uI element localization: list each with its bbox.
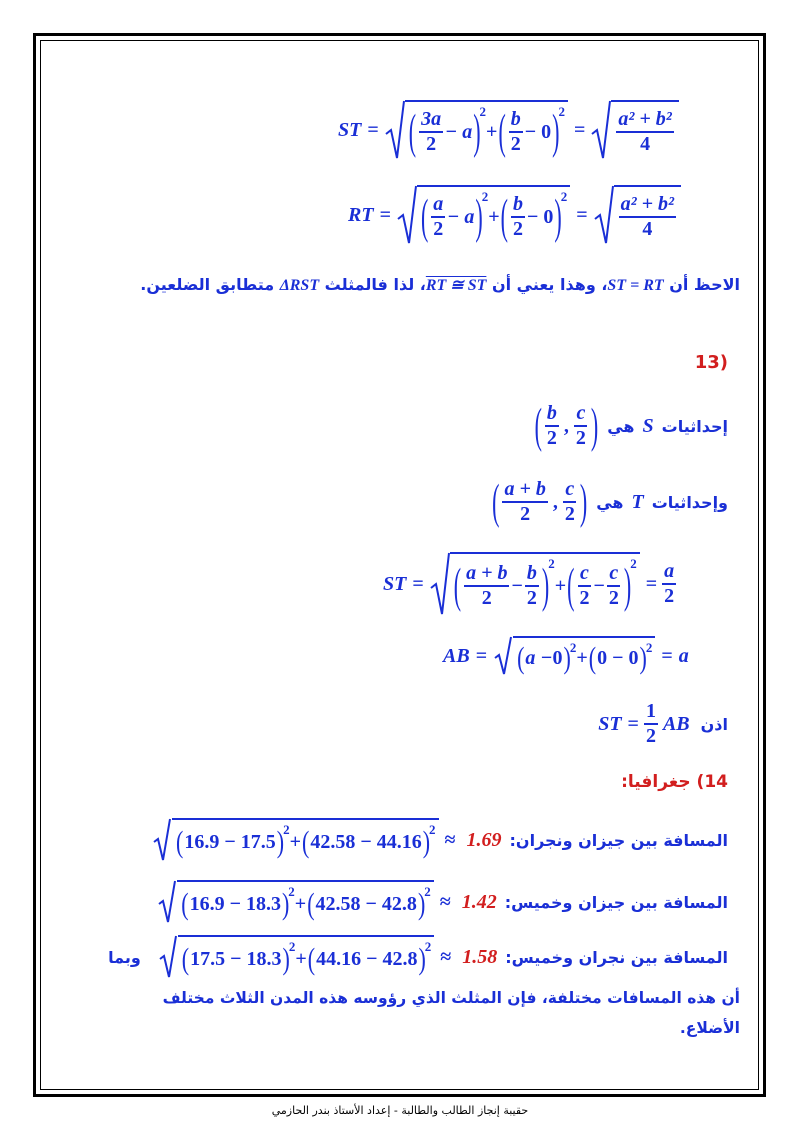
t-var: T: [631, 490, 644, 513]
rt-result-numerator: a² + b²: [619, 193, 676, 218]
rt-distance-equation: RT = ( $\frac{a}{2}$ − a ) 2 + ( $\frac{b}{2}$ − 0 ) 2 = $\frac{\text{a² + b²}}{4}$: [345, 185, 684, 245]
s-coords-label: إحداثيات: [661, 416, 728, 436]
then-label: اذن: [700, 714, 728, 734]
distance-row-najran-khamis: المسافة بين نجران وخميس: 1.58 ( 17.5 − 18.3 ) 2 + ( 44.16 − 42.8 ) 2 ≈ وبما: [108, 935, 728, 979]
distance-label: المسافة بين نجران وخميس:: [505, 947, 728, 967]
s-coordinates-line: إحداثيات S هي ( $\frac{b}{2}$ , $\frac{c}{2}$ ): [534, 397, 728, 453]
ab-equation: AB = ( a − 0 ) 2 + ( 0 − 0 ) 2 = a: [440, 636, 692, 676]
distance-row-jazan-najran: المسافة بين جيزان ونجران: 1.69 ( 16.9 − 17.5 ) 2 + ( 42.58 − 44.16 ) 2 ≈: [149, 818, 728, 862]
rt-label: RT: [348, 203, 374, 226]
s-is: هي: [607, 416, 635, 436]
st-result-denominator: 4: [640, 133, 651, 155]
t-is: هي: [596, 492, 624, 512]
st-midsegment-equation: ST = ( $\frac{a + b}{2}$ − $\frac{b}{2}$ ) 2 + ( $\frac{c}{2}$ − $\frac{c}{2}$ ) 2 = $\frac{a}{2}$: [380, 552, 678, 616]
question-14-title: [621, 772, 728, 792]
distance-label: المسافة بين جيزان وخميس:: [504, 892, 728, 912]
term-lat: 17.5 − 18.3: [190, 947, 282, 970]
t-coords-label: وإحداثيات: [651, 492, 728, 512]
and-since-text: وبما: [108, 947, 141, 967]
term-lon: 42.58 − 44.16: [310, 830, 422, 853]
conclusion-paragraph: أن هذه المسافات مختلفة، فإن المثلث الذي رؤوسه هذه المدن الثلاث مختلف الأضلاع.: [162, 989, 740, 1037]
note-then: ، لذا فالمثلث: [324, 275, 426, 294]
note-equation: ST = RT: [607, 277, 664, 294]
t-coordinates-line: وإحداثيات T هي ( $\frac{a + b}{2}$ , $\frac{c}{2}$ ): [492, 473, 728, 529]
term-lon: 42.58 − 42.8: [315, 892, 417, 915]
st-label: ST: [338, 118, 362, 141]
term-lat: 16.9 − 18.3: [189, 892, 281, 915]
st-distance-equation: ST = ( $\frac{3a}{2}$ − a ) 2 + ( $\frac{b}{2}$ − 0 ) 2 = $\frac{\text{a² + b²}}{4}$: [335, 100, 682, 160]
ab-result: a: [678, 644, 689, 667]
rt-result-denominator: 4: [642, 218, 653, 240]
term-lon: 44.16 − 42.8: [316, 947, 418, 970]
page-footer: حقيبة إنجاز الطالب والطالبة - إعداد الأستاذ بندر الحازمي: [271, 1104, 529, 1117]
distance-row-jazan-khamis: المسافة بين جيزان وخميس: 1.42 ( 16.9 − 18.3 ) 2 + ( 42.58 − 42.8 ) 2 ≈: [154, 880, 728, 924]
st-half-ab-line: اذن ST = $\frac{1}{2}$ AB: [598, 700, 728, 747]
note-triangle: ΔRST: [279, 277, 320, 294]
congruence-note: [120, 270, 740, 301]
note-end: متطابق الضلعين.: [140, 275, 275, 294]
sqrt-expression: ( $\frac{3a}{2}$ − a ) 2 + ( $\frac{b}{2}$ − 0 ) 2: [385, 100, 568, 160]
st-result-numerator: a² + b²: [616, 108, 673, 133]
distance-value: 1.42: [461, 890, 497, 913]
note-middle: ، وهذا يعني أن: [491, 275, 608, 294]
question-13-number: [695, 352, 728, 373]
q14-title-text: 14) جغرافيا:: [621, 772, 728, 792]
distance-label: المسافة بين جيزان ونجران:: [509, 830, 728, 850]
s-var: S: [642, 414, 654, 437]
distance-value: 1.69: [466, 828, 502, 851]
note-prefix: الاحظ أن: [669, 275, 740, 294]
term-lat: 16.9 − 17.5: [184, 830, 276, 853]
distance-value: 1.58: [462, 945, 498, 968]
note-congruence: RT ≅ ST: [425, 277, 487, 294]
q13-number-text: (13: [694, 352, 728, 373]
